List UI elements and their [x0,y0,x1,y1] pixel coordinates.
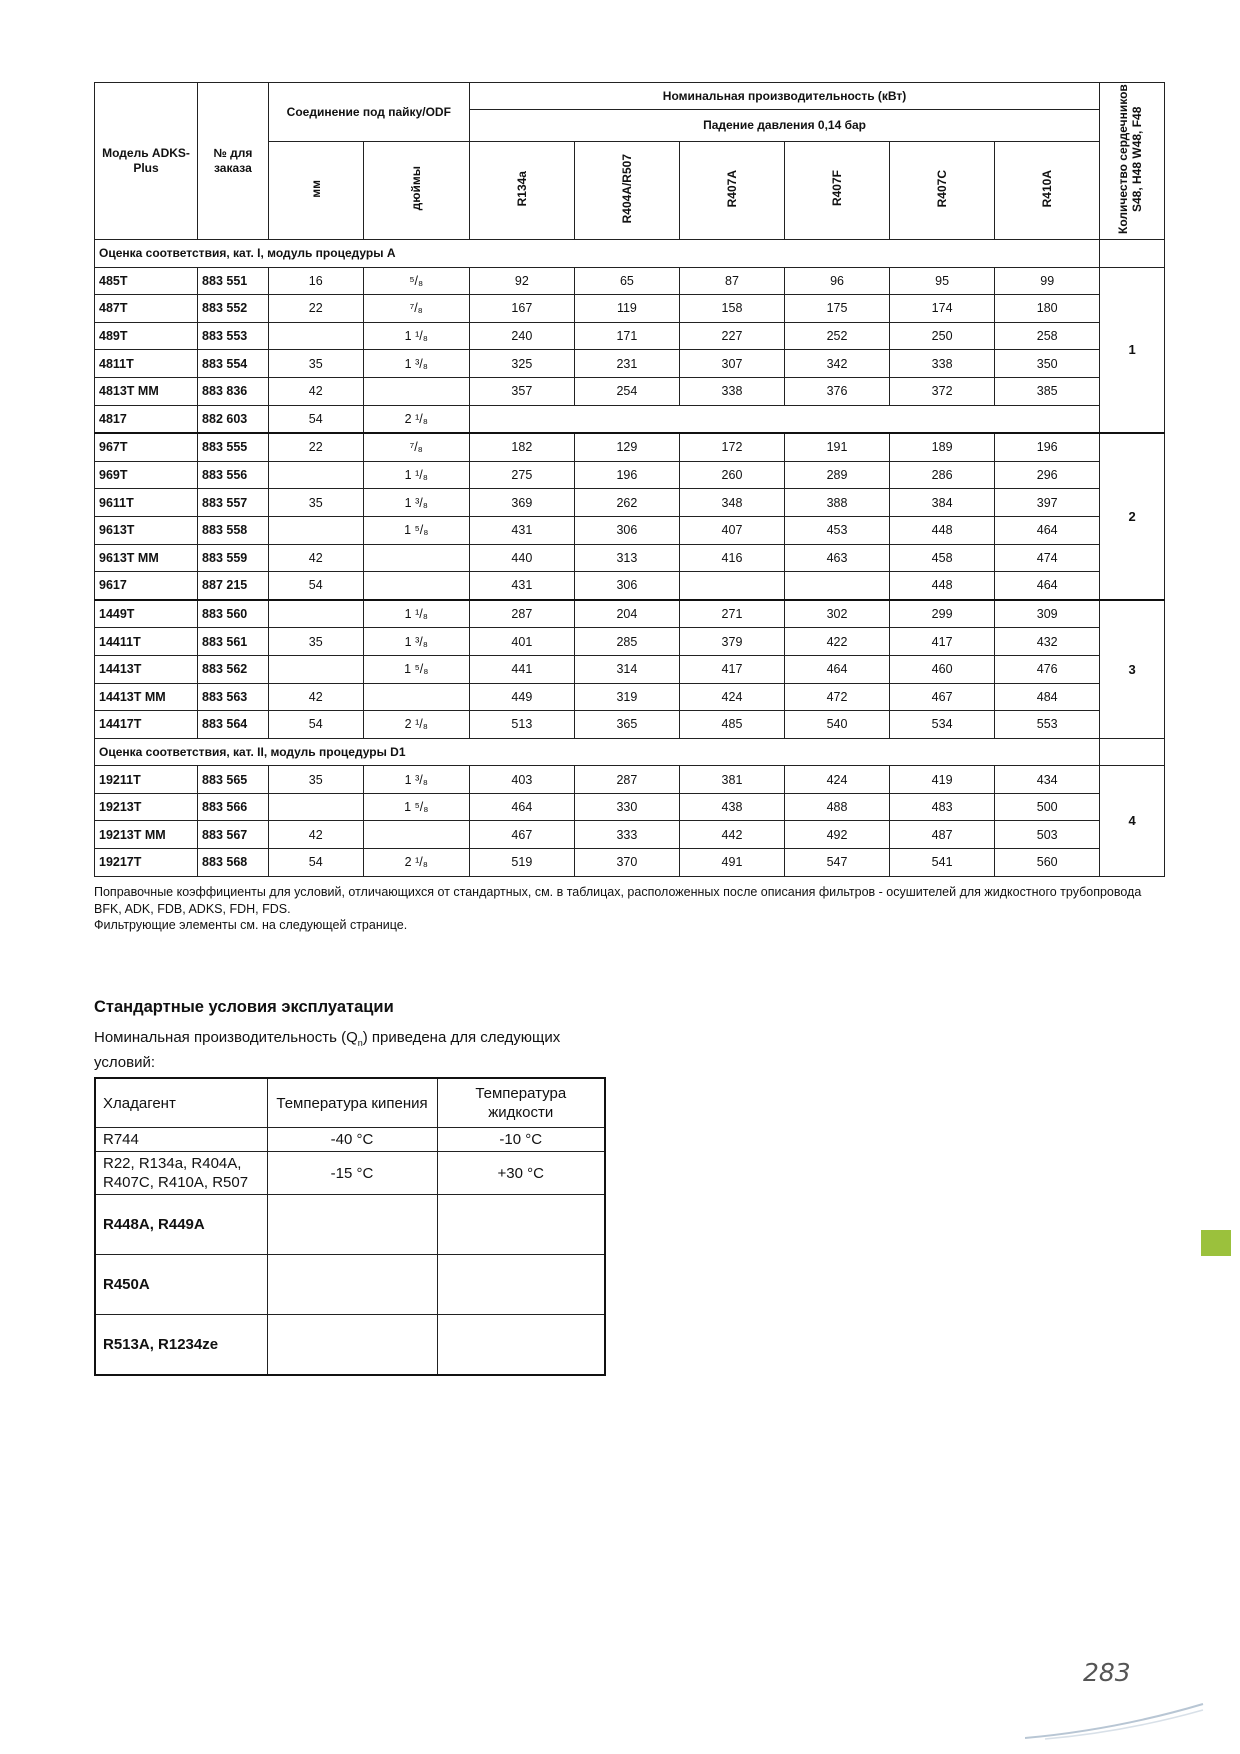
conditions-row [95,1152,605,1195]
table-row [95,628,1165,656]
intro-text: Номинальная производительность (Q [94,1029,358,1046]
evaporating-temp-cell [267,1255,437,1315]
section-row [95,240,1165,268]
section-color-tab [1201,1230,1231,1256]
standard-conditions-title: Стандартные условия эксплуатации [94,998,394,1016]
table-row [95,295,1165,323]
connection-mm-cell: 22 [268,295,363,323]
header-model: Модель ADKS-Plus [95,83,198,240]
model-cell: 485T [95,267,198,295]
connection-mm-cell: 35 [268,350,363,378]
header-core-count [1100,83,1165,240]
capacity-cell: 553 [995,711,1100,739]
model-cell: 967T [95,433,198,461]
capacity-cell: 534 [890,711,995,739]
table-row [95,821,1165,849]
capacity-cell: 453 [785,516,890,544]
conditions-row [95,1128,605,1152]
header-order-number: № для заказа [198,83,269,240]
model-cell: 9613T MM [95,544,198,572]
table-row [95,849,1165,877]
capacity-cell: 463 [785,544,890,572]
capacity-cell: 338 [890,350,995,378]
table-row [95,322,1165,350]
capacity-cell: 87 [679,267,784,295]
capacity-empty-cell [469,405,1099,433]
core-count-cell: 3 [1100,600,1165,738]
capacity-cell: 417 [679,655,784,683]
header-mm [268,142,363,240]
connection-mm-cell [268,793,363,821]
connection-inch-cell: 1 ⁵/₈ [363,793,469,821]
header-refrigerant-1 [574,142,679,240]
capacity-cell: 250 [890,322,995,350]
capacity-cell: 325 [469,350,574,378]
connection-inch-cell: 1 ⁵/₈ [363,516,469,544]
capacity-cell: 99 [995,267,1100,295]
capacity-cell: 342 [785,350,890,378]
model-cell: 19211T [95,766,198,794]
model-cell: 19217T [95,849,198,877]
capacity-cell: 240 [469,322,574,350]
capacity-cell: 458 [890,544,995,572]
capacity-cell: 513 [469,711,574,739]
order-number-cell: 883 556 [198,461,269,489]
capacity-cell: 441 [469,655,574,683]
table-row [95,433,1165,461]
capacity-cell: 491 [679,849,784,877]
header-inch [363,142,469,240]
table-row [95,489,1165,517]
connection-inch-cell: 1 ¹/₈ [363,600,469,628]
connection-inch-cell: ⁷/₈ [363,433,469,461]
capacity-cell: 460 [890,655,995,683]
header-pressure-drop: Падение давления 0,14 бар [469,110,1099,142]
capacity-cell: 540 [785,711,890,739]
header-liquid-temp: Температура жидкости [437,1078,605,1128]
notes [94,884,1169,934]
header-refrigerant-0 [469,142,574,240]
connection-inch-cell: 1 ¹/₈ [363,322,469,350]
capacity-cell: 167 [469,295,574,323]
capacity-cell: 299 [890,600,995,628]
connection-inch-cell: 1 ¹/₈ [363,461,469,489]
capacity-cell: 180 [995,295,1100,323]
header-core-count-text: Количество сердечников S48, H48 W48, F48 [1116,84,1145,234]
capacity-cell: 388 [785,489,890,517]
model-cell: 4813T MM [95,377,198,405]
model-cell: 14413T MM [95,683,198,711]
capacity-cell: 419 [890,766,995,794]
model-cell: 9617 [95,572,198,600]
standard-conditions-body [95,1128,605,1376]
capacity-cell: 314 [574,655,679,683]
model-cell: 14413T [95,655,198,683]
intro-subscript: n [357,1038,363,1048]
capacity-cell: 254 [574,377,679,405]
order-number-cell: 883 555 [198,433,269,461]
table-row [95,766,1165,794]
table-row [95,600,1165,628]
capacity-cell: 271 [679,600,784,628]
capacity-cell: 333 [574,821,679,849]
capacity-cell: 379 [679,628,784,656]
table-row [95,461,1165,489]
liquid-temp-cell: -10 °C [437,1128,605,1152]
capacity-cell: 182 [469,433,574,461]
core-count-cell: 4 [1100,766,1165,876]
capacity-cell: 385 [995,377,1100,405]
capacity-cell: 485 [679,711,784,739]
order-number-cell: 883 559 [198,544,269,572]
model-cell: 487T [95,295,198,323]
capacity-cell: 492 [785,821,890,849]
model-cell: 489T [95,322,198,350]
capacity-cell: 196 [574,461,679,489]
capacity-cell: 467 [469,821,574,849]
capacity-cell: 401 [469,628,574,656]
capacity-cell: 313 [574,544,679,572]
section-spacer [1100,738,1165,766]
note-filter-elements: Фильтрующие элементы см. на следующей странице. [94,918,408,932]
liquid-temp-cell: +30 °C [437,1152,605,1195]
capacity-cell: 231 [574,350,679,378]
connection-inch-cell: 1 ³/₈ [363,766,469,794]
capacity-cell: 434 [995,766,1100,794]
capacity-cell: 129 [574,433,679,461]
order-number-cell: 883 565 [198,766,269,794]
capacity-cell: 442 [679,821,784,849]
refrigerant-label: R407A [724,169,739,208]
capacity-cell: 448 [890,516,995,544]
capacity-cell: 260 [679,461,784,489]
model-cell: 14417T [95,711,198,739]
model-cell: 9611T [95,489,198,517]
connection-mm-cell: 54 [268,849,363,877]
refrigerant-cell: R22, R134a, R404A, R407C, R410A, R507 [95,1152,267,1195]
connection-mm-cell: 42 [268,821,363,849]
table-row [95,350,1165,378]
capacity-cell: 287 [469,600,574,628]
model-cell: 19213T MM [95,821,198,849]
capacity-cell: 172 [679,433,784,461]
connection-inch-cell: ⁷/₈ [363,295,469,323]
capacity-cell: 370 [574,849,679,877]
model-cell: 19213T [95,793,198,821]
specifications-table [94,82,1165,877]
header-refrigerant: Хладагент [95,1078,267,1128]
conditions-row [95,1315,605,1376]
capacity-cell: 95 [890,267,995,295]
capacity-cell: 174 [890,295,995,323]
capacity-cell: 306 [574,516,679,544]
capacity-cell: 487 [890,821,995,849]
connection-mm-cell: 35 [268,628,363,656]
capacity-cell: 449 [469,683,574,711]
table-row [95,267,1165,295]
order-number-cell: 882 603 [198,405,269,433]
order-number-cell: 883 561 [198,628,269,656]
capacity-cell: 119 [574,295,679,323]
connection-mm-cell: 35 [268,489,363,517]
header-mm-text: мм [308,179,323,198]
capacity-cell: 189 [890,433,995,461]
capacity-cell: 472 [785,683,890,711]
capacity-cell: 547 [785,849,890,877]
order-number-cell: 883 552 [198,295,269,323]
refrigerant-cell: R513A, R1234ze [95,1315,267,1376]
table-row [95,405,1165,433]
connection-mm-cell: 42 [268,377,363,405]
section-row [95,738,1165,766]
model-cell: 9613T [95,516,198,544]
refrigerant-cell: R450A [95,1255,267,1315]
capacity-cell: 348 [679,489,784,517]
connection-mm-cell: 42 [268,544,363,572]
order-number-cell: 883 554 [198,350,269,378]
header-refrigerant-4 [890,142,995,240]
connection-inch-cell [363,572,469,600]
evaporating-temp-cell [267,1195,437,1255]
capacity-cell [679,572,784,600]
table-row [95,377,1165,405]
capacity-cell: 365 [574,711,679,739]
connection-mm-cell: 22 [268,433,363,461]
model-cell: 1449T [95,600,198,628]
capacity-cell: 519 [469,849,574,877]
capacity-cell: 309 [995,600,1100,628]
order-number-cell: 883 557 [198,489,269,517]
capacity-cell: 252 [785,322,890,350]
connection-mm-cell [268,600,363,628]
capacity-cell: 376 [785,377,890,405]
capacity-cell: 488 [785,793,890,821]
capacity-cell: 384 [890,489,995,517]
refrigerant-label: R134a [514,170,529,207]
order-number-cell: 883 551 [198,267,269,295]
connection-mm-cell [268,655,363,683]
connection-inch-cell [363,683,469,711]
connection-inch-cell: 1 ³/₈ [363,489,469,517]
capacity-cell: 431 [469,516,574,544]
header-refrigerant-2 [679,142,784,240]
capacity-cell: 467 [890,683,995,711]
order-number-cell: 883 564 [198,711,269,739]
capacity-cell: 96 [785,267,890,295]
core-count-cell: 1 [1100,267,1165,433]
capacity-cell: 289 [785,461,890,489]
table-row [95,516,1165,544]
capacity-cell: 65 [574,267,679,295]
capacity-cell: 438 [679,793,784,821]
header-refrigerant-5 [995,142,1100,240]
capacity-cell: 431 [469,572,574,600]
conditions-row [95,1255,605,1315]
evaporating-temp-cell: -15 °C [267,1152,437,1195]
capacity-cell: 302 [785,600,890,628]
capacity-cell: 464 [785,655,890,683]
capacity-cell: 397 [995,489,1100,517]
capacity-cell: 191 [785,433,890,461]
capacity-cell: 275 [469,461,574,489]
connection-inch-cell [363,821,469,849]
capacity-cell: 464 [469,793,574,821]
capacity-cell: 403 [469,766,574,794]
specifications-body [95,240,1165,877]
connection-inch-cell: 1 ⁵/₈ [363,655,469,683]
header-connection: Соединение под пайку/ODF [268,83,469,142]
evaporating-temp-cell [267,1315,437,1376]
capacity-cell: 196 [995,433,1100,461]
capacity-cell [785,572,890,600]
liquid-temp-cell [437,1195,605,1255]
connection-inch-cell: 2 ¹/₈ [363,405,469,433]
refrigerant-label: R410A [1040,169,1055,208]
capacity-cell: 171 [574,322,679,350]
connection-inch-cell: 1 ³/₈ [363,628,469,656]
table-row [95,683,1165,711]
capacity-cell: 227 [679,322,784,350]
capacity-cell: 369 [469,489,574,517]
connection-mm-cell [268,461,363,489]
page-number: 283 [1083,1658,1131,1687]
connection-mm-cell: 54 [268,572,363,600]
capacity-cell: 92 [469,267,574,295]
header-refrigerant-3 [785,142,890,240]
order-number-cell: 883 568 [198,849,269,877]
table-row [95,711,1165,739]
capacity-cell: 476 [995,655,1100,683]
order-number-cell: 883 558 [198,516,269,544]
standard-conditions-intro [94,1028,614,1072]
capacity-cell: 287 [574,766,679,794]
evaporating-temp-cell: -40 °C [267,1128,437,1152]
capacity-cell: 448 [890,572,995,600]
capacity-cell: 338 [679,377,784,405]
order-number-cell: 883 553 [198,322,269,350]
order-number-cell: 883 563 [198,683,269,711]
refrigerant-cell: R448A, R449A [95,1195,267,1255]
capacity-cell: 483 [890,793,995,821]
capacity-cell: 158 [679,295,784,323]
refrigerant-cell: R744 [95,1128,267,1152]
connection-inch-cell: 2 ¹/₈ [363,849,469,877]
capacity-cell: 464 [995,572,1100,600]
connection-mm-cell [268,516,363,544]
table-row [95,793,1165,821]
liquid-temp-cell [437,1255,605,1315]
capacity-cell: 357 [469,377,574,405]
section-label: Оценка соответствия, кат. II, модуль процедуры D1 [95,738,1100,766]
capacity-cell: 407 [679,516,784,544]
capacity-cell: 422 [785,628,890,656]
model-cell: 4811T [95,350,198,378]
capacity-cell: 204 [574,600,679,628]
table-row [95,655,1165,683]
header-capacity: Номинальная производительность (кВт) [469,83,1099,110]
capacity-cell: 417 [890,628,995,656]
capacity-cell: 296 [995,461,1100,489]
capacity-cell: 330 [574,793,679,821]
refrigerant-label: R407F [830,170,845,207]
connection-inch-cell [363,377,469,405]
connection-inch-cell: 2 ¹/₈ [363,711,469,739]
capacity-cell: 503 [995,821,1100,849]
capacity-cell: 484 [995,683,1100,711]
capacity-cell: 416 [679,544,784,572]
capacity-cell: 285 [574,628,679,656]
capacity-cell: 372 [890,377,995,405]
core-count-cell: 2 [1100,433,1165,600]
capacity-cell: 381 [679,766,784,794]
liquid-temp-cell [437,1315,605,1376]
order-number-cell: 883 567 [198,821,269,849]
capacity-cell: 175 [785,295,890,323]
model-cell: 14411T [95,628,198,656]
table-row [95,544,1165,572]
connection-inch-cell: 1 ³/₈ [363,350,469,378]
order-number-cell: 883 562 [198,655,269,683]
conditions-row [95,1195,605,1255]
connection-mm-cell: 54 [268,405,363,433]
connection-mm-cell: 35 [268,766,363,794]
section-spacer [1100,240,1165,268]
order-number-cell: 887 215 [198,572,269,600]
capacity-cell: 262 [574,489,679,517]
section-label: Оценка соответствия, кат. I, модуль процедуры A [95,240,1100,268]
refrigerant-label: R404A/R507 [619,153,634,224]
standard-conditions-table [94,1077,606,1376]
connection-mm-cell: 16 [268,267,363,295]
capacity-cell: 306 [574,572,679,600]
page-swoosh-decoration [1025,1700,1205,1740]
capacity-cell: 432 [995,628,1100,656]
capacity-cell: 424 [785,766,890,794]
capacity-cell: 541 [890,849,995,877]
refrigerant-label: R407C [935,169,950,208]
capacity-cell: 464 [995,516,1100,544]
connection-inch-cell [363,544,469,572]
capacity-cell: 258 [995,322,1100,350]
connection-mm-cell: 54 [268,711,363,739]
capacity-cell: 286 [890,461,995,489]
order-number-cell: 883 836 [198,377,269,405]
capacity-cell: 474 [995,544,1100,572]
order-number-cell: 883 566 [198,793,269,821]
capacity-cell: 350 [995,350,1100,378]
model-cell: 969T [95,461,198,489]
model-cell: 4817 [95,405,198,433]
capacity-cell: 319 [574,683,679,711]
capacity-cell: 440 [469,544,574,572]
header-inch-text: дюймы [409,166,424,211]
table-row [95,572,1165,600]
capacity-cell: 500 [995,793,1100,821]
connection-mm-cell [268,322,363,350]
note-correction-factors: Поправочные коэффициенты для условий, отличающихся от стандартных, см. в таблицах, расположенных после описания фильтров - осушителей для жидкостного трубопровода BFK, ADK, FDB, ADKS, FDH, FDS. [94,885,1142,916]
connection-mm-cell: 42 [268,683,363,711]
capacity-cell: 307 [679,350,784,378]
connection-inch-cell: ⁵/₈ [363,267,469,295]
order-number-cell: 883 560 [198,600,269,628]
header-evaporating-temp: Температура кипения [267,1078,437,1128]
capacity-cell: 424 [679,683,784,711]
capacity-cell: 560 [995,849,1100,877]
intro-text-end: ) приведена для следующих условий: [94,1029,561,1071]
